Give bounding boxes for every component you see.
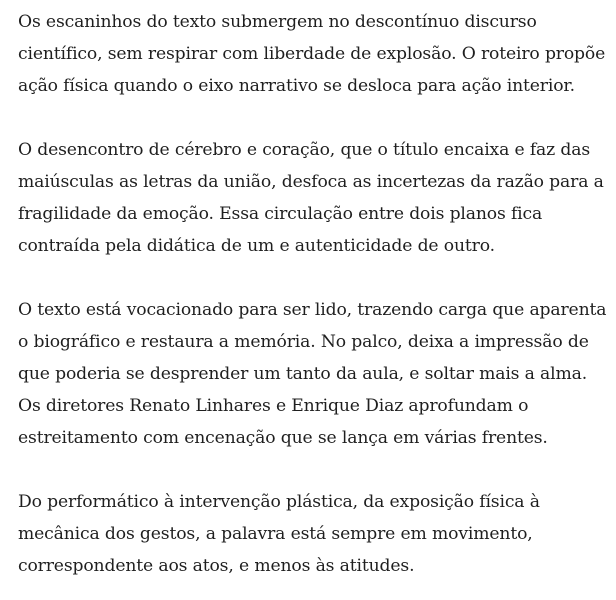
- paragraph-2: O desencontro de cérebro e coração, que o título encaixa e faz das maiúsculas as letras da união, desfoca as incertezas da razão para a fragilidade da emoção. Essa circulação entre dois planos fica contraída pela didática de um e autenticidade de outro.: [18, 140, 604, 256]
- article-body: [18, 6, 613, 582]
- paragraph-1: Os escaninhos do texto submergem no descontínuo discurso científico, sem respirar com liberdade de explosão. O roteiro propõe ação física quando o eixo narrativo se desloca para ação interior.: [18, 12, 606, 96]
- paragraph-4: Do performático à intervenção plástica, da exposição física à mecânica dos gestos, a palavra está sempre em movimento, correspondente aos atos, e menos às atitudes.: [18, 492, 540, 576]
- paragraph-3: O texto está vocacionado para ser lido, trazendo carga que aparenta o biográfico e restaura a memória. No palco, deixa a impressão de que poderia se desprender um tanto da aula, e soltar mais a alma. Os diretores Renato Linhares e Enrique Diaz aprofundam o estreitamento com encenação que se lança em várias frentes.: [18, 300, 607, 448]
